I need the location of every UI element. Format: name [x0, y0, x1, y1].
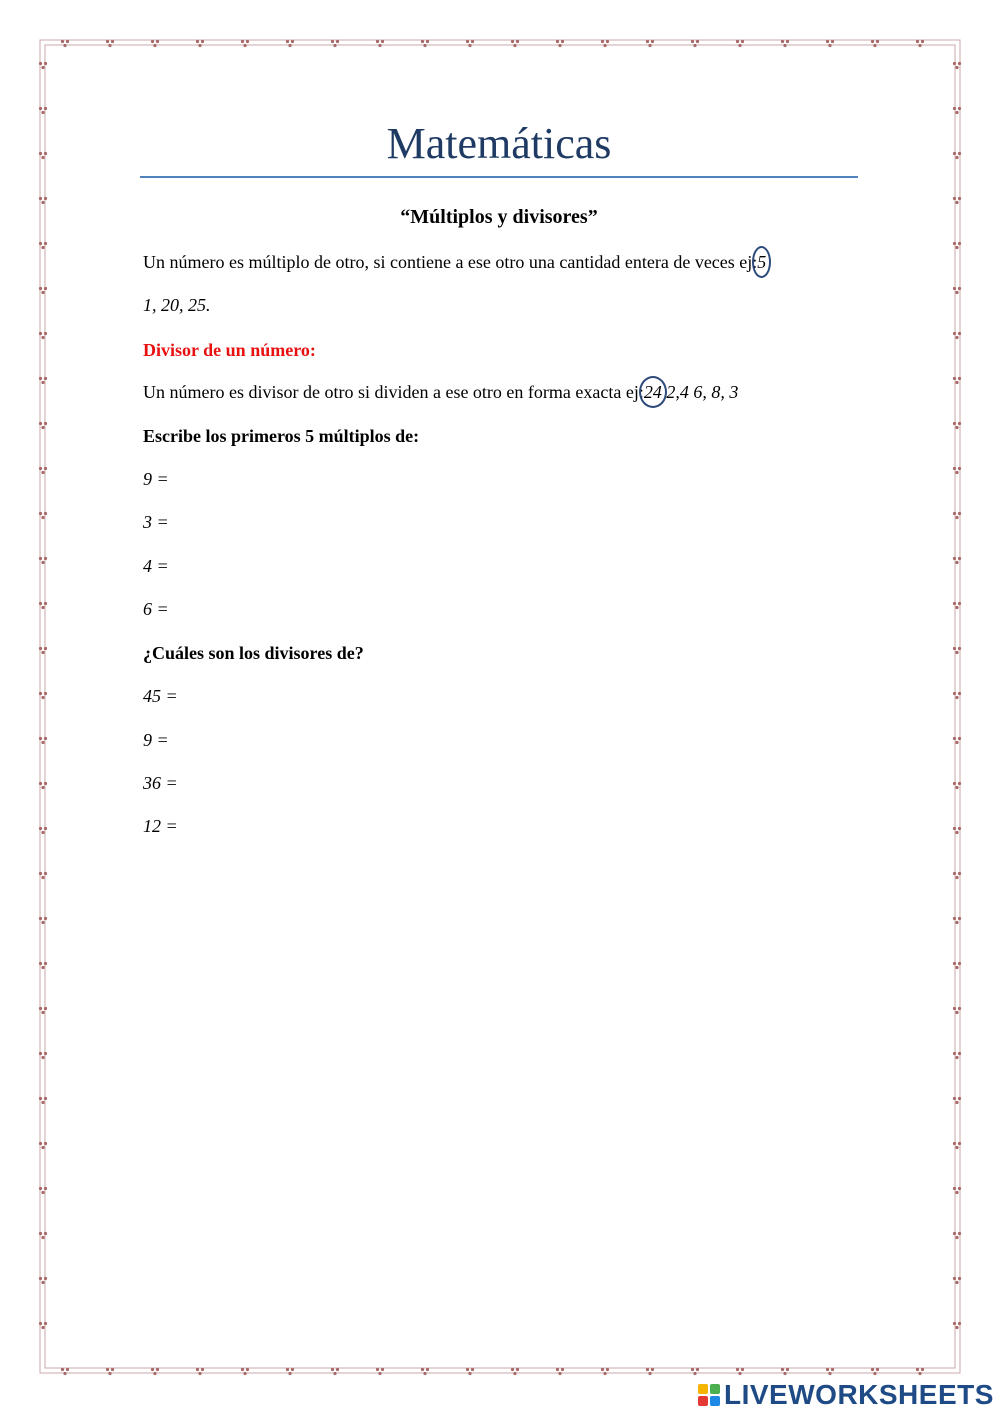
- liveworksheets-logo: [698, 1378, 994, 1412]
- multiples-item-9: 9 =: [143, 469, 169, 489]
- multiples-instruction: Escribe los primeros 5 múltiplos de:: [143, 426, 420, 446]
- logo-square: [710, 1396, 720, 1406]
- multiples-examples: 1, 20, 25.: [143, 295, 211, 315]
- divisors-item-9: 9 =: [143, 730, 169, 750]
- multiples-item-4: 4 =: [143, 556, 169, 576]
- multiples-definition: [143, 249, 766, 275]
- multiples-definition-text: Un número es múltiplo de otro, si contiene a ese otro una cantidad entera de veces ej:: [143, 252, 758, 272]
- logo-square: [698, 1384, 708, 1394]
- divisors-item-45: 45 =: [143, 686, 178, 706]
- circled-example-24: 24: [644, 379, 662, 405]
- divisor-definition: [143, 379, 738, 405]
- page-title: Matemáticas: [386, 119, 612, 168]
- multiples-item-3: 3 =: [143, 512, 169, 532]
- section-subtitle: “Múltiplos y divisores”: [400, 206, 598, 228]
- logo-text: LIVEWORKSHEETS: [724, 1379, 994, 1410]
- divisor-examples: 2,4 6, 8, 3: [661, 382, 739, 402]
- logo-square: [710, 1384, 720, 1394]
- divisor-definition-text: Un número es divisor de otro si dividen a ese otro en forma exacta ej:: [143, 382, 644, 402]
- divisors-instruction: ¿Cuáles son los divisores de?: [143, 643, 364, 663]
- circled-example-5: 5: [757, 249, 766, 275]
- title-underline: [140, 176, 858, 178]
- multiples-item-6: 6 =: [143, 599, 169, 619]
- logo-squares-icon: [698, 1384, 720, 1406]
- logo-square: [698, 1396, 708, 1406]
- divisors-item-12: 12 =: [143, 816, 178, 836]
- divisor-heading: Divisor de un número:: [143, 340, 316, 360]
- divisors-item-36: 36 =: [143, 773, 178, 793]
